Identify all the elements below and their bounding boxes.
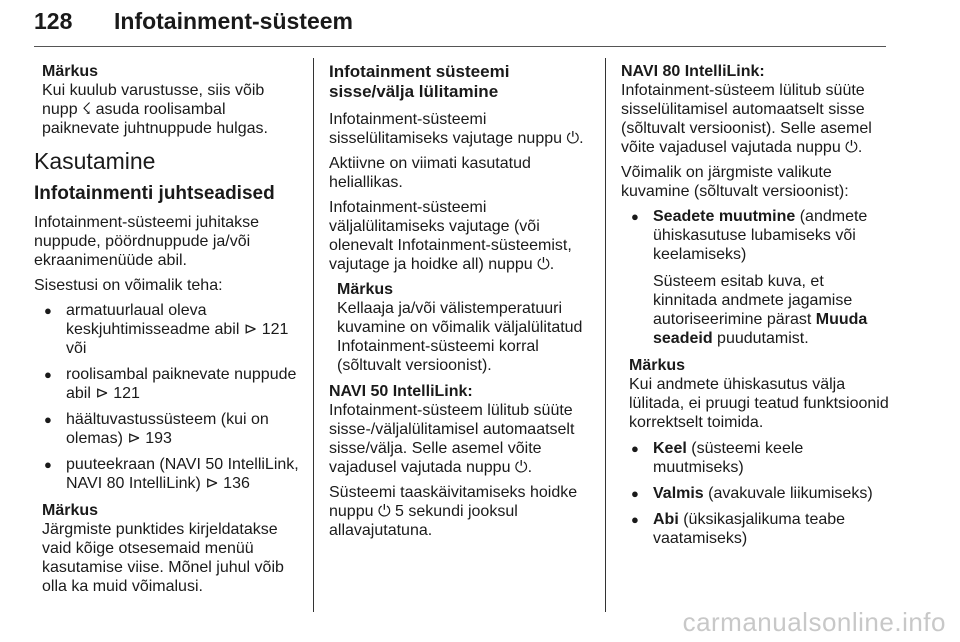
option-name: Valmis bbox=[653, 485, 704, 502]
section-heading-kasutamine: Kasutamine bbox=[34, 148, 156, 174]
list-item bbox=[621, 439, 891, 477]
page-number: 128 bbox=[34, 8, 73, 34]
column-divider-2 bbox=[605, 58, 606, 612]
navi80-text: Infotainment-süsteem lülitub süüte sisselülitamisel automaatselt sisse (sõltuvalt versioonist). Selle asemel võite vajadusel vajutada nuppu ⏻. bbox=[621, 82, 872, 156]
options-list bbox=[621, 207, 891, 264]
option-desc: (üksikasjalikuma teabe vaatamiseks) bbox=[653, 511, 846, 547]
note-box bbox=[42, 501, 304, 596]
navi80-heading: NAVI 80 IntelliLink: bbox=[621, 63, 765, 80]
list-item: ● roolisambal paiknevate nuppude abil ⊳ 121 bbox=[34, 365, 304, 403]
option-desc: (süsteemi keele muutmiseks) bbox=[653, 440, 804, 476]
page-title: Infotainment-süsteem bbox=[114, 8, 353, 34]
note-heading: Märkus bbox=[629, 357, 686, 374]
text: Süsteem esitab kuva, et kinnitada andmete jagamise autoriseerimine pärast bbox=[653, 273, 853, 328]
column-3 bbox=[621, 62, 891, 556]
paragraph: Sisestusi on võimalik teha: bbox=[34, 277, 223, 294]
navi50-heading: NAVI 50 IntelliLink: bbox=[329, 383, 473, 400]
column-1 bbox=[34, 62, 304, 603]
watermark: carmanualsonline.info bbox=[682, 607, 946, 637]
note-box bbox=[629, 356, 891, 432]
text: puudutamist. bbox=[712, 330, 809, 347]
navi80-paragraph bbox=[621, 62, 891, 157]
paragraph: Aktiivne on viimati kasutatud heliallikas. bbox=[329, 155, 531, 191]
paragraph: Infotainment-süsteemi väljalülitamiseks vajutage (või olenevalt Infotainment-süsteemist, vajutage ja hoidke all) nuppu ⏻. bbox=[329, 199, 572, 273]
note-heading: Märkus bbox=[337, 281, 394, 298]
subsection-heading-juhtseadised: Infotainmenti juhtseadised bbox=[34, 183, 275, 204]
list-item bbox=[621, 510, 891, 548]
note-heading: Märkus bbox=[42, 502, 99, 519]
list-item bbox=[621, 484, 891, 503]
navi50-text: Infotainment-süsteem lülitub süüte sisse-/väljalülitamisel automaatselt sisse/välja. Selle asemel võite vajadusel vajutada nuppu ⏻. bbox=[329, 402, 575, 476]
note-text: Kui andmete ühiskasutus välja lülitada, ei pruugi teatud funktsioonid korrektselt toimida. bbox=[629, 376, 889, 431]
page-header bbox=[34, 6, 886, 47]
paragraph: Infotainment-süsteemi juhitakse nuppude, pöördnuppude ja/või ekraanimenüüde abil. bbox=[34, 214, 259, 269]
option-desc: (avakuvale liikumiseks) bbox=[703, 485, 873, 502]
note-text: Kui kuulub varustusse, siis võib nupp ☇ asuda roolisambal paiknevate juhtnuppude hulgas. bbox=[42, 82, 268, 137]
note-heading: Märkus bbox=[42, 63, 99, 80]
note-text: Kellaaja ja/või välistemperatuuri kuvamine on võimalik väljalülitatud Infotainment-süsteemi korral (sõltuvalt versioonist). bbox=[337, 300, 583, 374]
list-item: ● armatuurlaual oleva keskjuhtimisseadme abil ⊳ 121 või bbox=[34, 301, 304, 358]
navi50-paragraph bbox=[329, 382, 595, 477]
list-item: ● puuteekraan (NAVI 50 IntelliLink, NAVI 80 IntelliLink) ⊳ 136 bbox=[34, 455, 304, 493]
list-item bbox=[621, 207, 891, 264]
paragraph: Süsteemi taaskäivitamiseks hoidke nuppu ⏻ 5 sekundi jooksul allavajutatuna. bbox=[329, 484, 578, 539]
note-box bbox=[337, 280, 595, 375]
option-desc: (andmete ühiskasutuse lubamiseks või keelamiseks) bbox=[653, 208, 868, 263]
section-heading-on-off: Infotainment süsteemi sisse/välja lülitamine bbox=[329, 62, 510, 101]
option-name: Keel bbox=[653, 440, 687, 457]
option-name: Abi bbox=[653, 511, 679, 528]
note-text: Järgmiste punktides kirjeldatakse vaid kõige otsesemaid menüü kasutamise viise. Mõnel juhul võib olla ka muid võimalusi. bbox=[42, 521, 284, 595]
option-name: Muuda seadeid bbox=[653, 311, 868, 347]
paragraph: Infotainment-süsteemi sisselülitamiseks vajutage nuppu ⏻. bbox=[329, 111, 584, 147]
note-box bbox=[42, 62, 304, 138]
column-divider-1 bbox=[313, 58, 314, 612]
input-methods-list bbox=[34, 301, 304, 493]
option-name: Seadete muutmine bbox=[653, 208, 796, 225]
options-list bbox=[621, 439, 891, 548]
indented-paragraph bbox=[621, 272, 891, 348]
column-2 bbox=[329, 62, 595, 546]
list-item: ● häältuvastussüsteem (kui on olemas) ⊳ 193 bbox=[34, 410, 304, 448]
paragraph: Võimalik on järgmiste valikute kuvamine (sõltuvalt versioonist): bbox=[621, 164, 849, 200]
